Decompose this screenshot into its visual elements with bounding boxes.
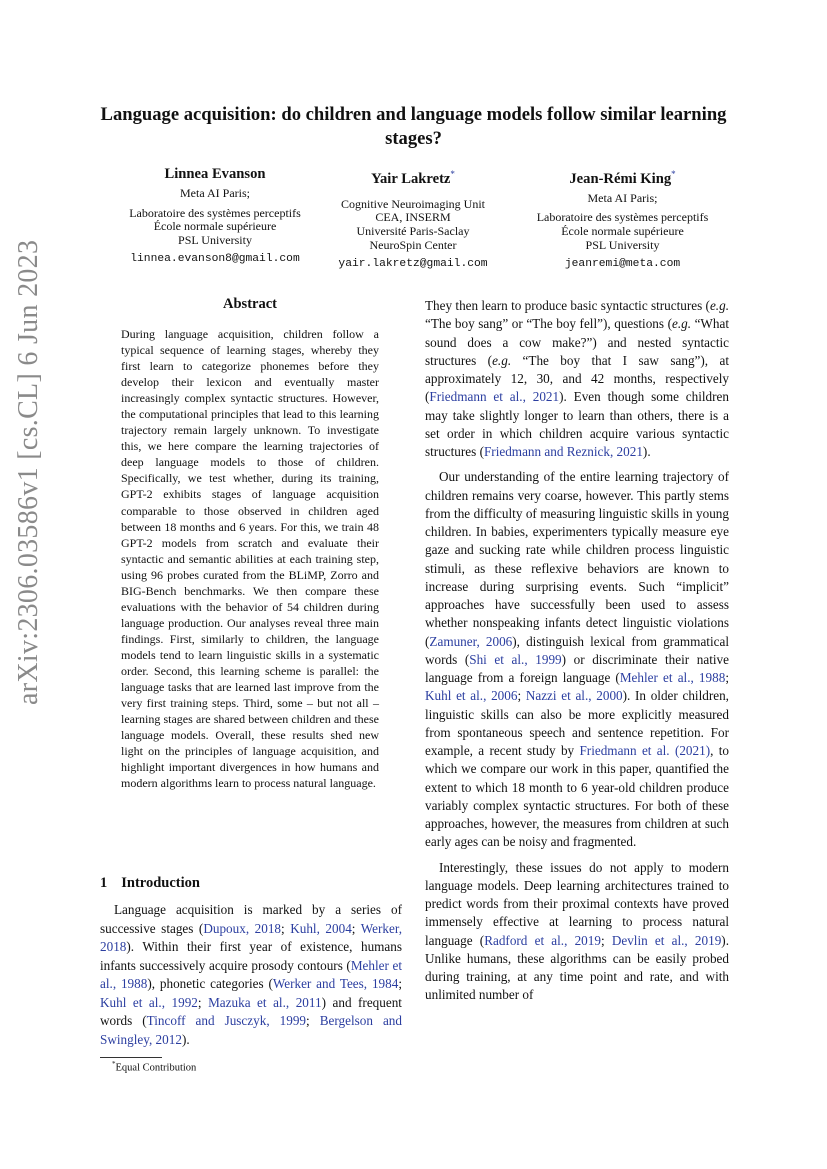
citation-link[interactable]: Werker and Tees, 1984 xyxy=(272,976,399,991)
affiliation-line: NeuroSpin Center xyxy=(369,237,457,252)
citation-link[interactable]: Radford et al., 2019 xyxy=(484,932,601,948)
section-title: Introduction xyxy=(121,875,200,891)
author-email[interactable]: linnea.evanson8@gmail.com xyxy=(130,253,300,266)
author-block-3 xyxy=(510,165,735,272)
affiliation-line: Laboratoire des systèmes perceptifs xyxy=(129,205,301,220)
author-name: Linnea Evanson xyxy=(164,166,266,182)
body-paragraph-2: Our understanding of the entire learning trajectory of children remains very coarse, however. This partly stems from the difficulty of measuring linguistic skills in young children. In babies, experimenters typically measure eye gaze and sucking rate while children process linguistic stimuli, as these reflexive behaviors are known to increase during surprising events. Such “implicit” approaches have successfully been used to assess whether nonspeaking infants detect linguistic violations (Zamuner, 2006), distinguish lexical from grammatical words (Shi et al., 1999) or discriminate their native language from a foreign language (Mehler et al., 1988; Kuhl et al., 2006; Nazzi et al., 2000). In older children, linguistic skills can also be more explicitly measured from spontaneous speech and sentence repetition. For example, a recent study by Friedmann et al. (2021), to which we compare our work in this paper, quantified the extent to which 18 month to 6 year-old children produce variably complex syntactic structures. For both of these approaches, however, the measures from children at such early ages can be noisy and fragmented. xyxy=(425,469,729,850)
intro-paragraph-1: Language acquisition is marked by a series of successive stages (Dupoux, 2018; Kuhl, 2004; Werker, 2018). Within their first year of existence, humans infants successively acquire prosody contours (Mehler et al., 1988), phonetic categories (Werker and Tees, 1984; Kuhl et al., 1992; Mazuka et al., 2011) and frequent words (Tincoff and Jusczyk, 1999; Bergelson and Swingley, 2012). xyxy=(100,902,402,1047)
citation-link[interactable]: Bergelson and Swingley, 2012 xyxy=(100,1013,402,1047)
abstract-heading: Abstract xyxy=(223,296,277,312)
affiliation-line: École normale supérieure xyxy=(153,219,277,234)
italic-text: e.g. xyxy=(492,352,512,368)
affiliation-line: Université Paris-Saclay xyxy=(356,224,470,239)
affiliation-line: PSL University xyxy=(585,237,660,252)
citation-link[interactable]: Friedmann and Reznick, 2021 xyxy=(483,444,643,459)
affiliation-line: PSL University xyxy=(178,232,252,247)
citation-link[interactable]: Mehler et al., 1988 xyxy=(619,670,726,685)
citation-link[interactable]: Nazzi et al., 2000 xyxy=(525,688,623,704)
citation-link[interactable]: Kuhl et al., 1992 xyxy=(100,994,198,1010)
footnote-rule xyxy=(100,1057,162,1058)
citation-link[interactable]: Mazuka et al., 2011 xyxy=(208,994,322,1010)
author-email[interactable]: yair.lakretz@gmail.com xyxy=(338,258,488,271)
affiliation-line: Meta AI Paris; xyxy=(587,190,658,205)
citation-link[interactable]: Devlin et al., 2019 xyxy=(611,932,722,948)
section-number: 1 xyxy=(100,875,108,891)
footnote xyxy=(112,1060,196,1074)
affiliation-line: Cognitive Neuroimaging Unit xyxy=(341,196,485,211)
right-column-body xyxy=(425,297,729,1005)
citation-link[interactable]: Tincoff and Jusczyk, 1999 xyxy=(146,1013,307,1028)
citation-link[interactable]: Shi et al., 1999 xyxy=(469,651,562,667)
citation-link[interactable]: Kuhl et al., 2006 xyxy=(425,688,518,704)
arxiv-identifier-stamp: arXiv:2306.03586v1 [cs.CL] 6 Jun 2023 xyxy=(13,239,44,705)
italic-text: e.g. xyxy=(709,298,729,313)
author-block-1 xyxy=(100,165,330,267)
footnote-mark: * xyxy=(112,1060,116,1068)
equal-contribution-mark: * xyxy=(450,169,455,179)
author-block-2 xyxy=(318,165,508,272)
abstract-text: During language acquisition, children follow a typical sequence of learning stages, whereby they first learn to categorize phonemes before they develop their lexicon and eventually master increasingly complex syntactic structures. However, the computational principles that lead to this learning trajectory remain largely unknown. To investigate this, we here compare the learning trajectories of deep language models to those of children. Specifically, we test whether, during its training, GPT-2 exhibits stages of language acquisition comparable to those observed in children aged between 18 months and 6 years. For this, we train 48 GPT-2 models from scratch and evaluate their syntactic and semantic abilities at each training step, using 96 probes curated from the BLiMP, Zorro and BIG-Bench benchmarks. We then compare these evaluations with the behavior of 54 children during language production. Our analyses reveal three main findings. First, similarly to children, the language models tend to learn linguistic skills in a systematic order. Second, this learning scheme is parallel: the language tasks that are learned last improve from the very first training steps. Third, some – but not all – learning stages are shared between children and these language models. Overall, these results shed new light on the principles of language acquisition, and highlight important divergences in how humans and modern algorithms learn to process natural language. xyxy=(121,327,379,791)
citation-link[interactable]: Dupoux, 2018 xyxy=(203,920,282,936)
left-column-body xyxy=(100,901,402,1049)
author-name: Yair Lakretz* xyxy=(371,169,455,187)
author-email[interactable]: jeanremi@meta.com xyxy=(564,258,681,271)
paper-title: Language acquisition: do children and language models follow similar learning stages? xyxy=(100,104,727,149)
affiliation-line: École normale supérieure xyxy=(561,224,684,239)
affiliation-line: Laboratoire des systèmes perceptifs xyxy=(536,210,709,225)
citation-link[interactable]: Kuhl, 2004 xyxy=(290,920,352,936)
citation-link[interactable]: Mehler et al., 1988 xyxy=(100,957,402,991)
body-paragraph-continued: They then learn to produce basic syntactic structures (e.g. “The boy sang” or “The boy fell”), questions (e.g. “What sound does a cow make?”) and nested syntactic structures (e.g. “The boy that I saw sang”), at approximately 12, 30, and 42 months, respectively (Friedmann et al., 2021). Even though some children may take slightly longer to learn than others, there is a set order in which children acquire various syntactic structures (Friedmann and Reznick, 2021). xyxy=(425,298,729,459)
affiliation-line: Meta AI Paris; xyxy=(180,186,250,200)
author-name: Jean-Rémi King* xyxy=(569,169,676,187)
affiliation-line: CEA, INSERM xyxy=(375,210,451,225)
citation-link[interactable]: Zamuner, 2006 xyxy=(429,633,513,649)
italic-text: e.g. xyxy=(671,316,692,332)
footnote-text: Equal Contribution xyxy=(115,1062,197,1074)
section-heading-introduction xyxy=(100,875,200,892)
body-paragraph-3: Interestingly, these issues do not apply to modern language models. Deep learning architectures trained to predict words from their proximal contexts have proved immensely effective at learning to process natural language (Radford et al., 2019; Devlin et al., 2019). Unlike humans, these algorithms can be easily probed during training, at any time point and rate, and with unlimited number of xyxy=(425,859,729,1003)
citation-link[interactable]: Werker, 2018 xyxy=(100,920,402,954)
citation-link[interactable]: Friedmann et al., 2021 xyxy=(429,389,560,405)
equal-contribution-mark: * xyxy=(671,169,676,179)
citation-link[interactable]: Friedmann et al. (2021) xyxy=(579,743,711,758)
